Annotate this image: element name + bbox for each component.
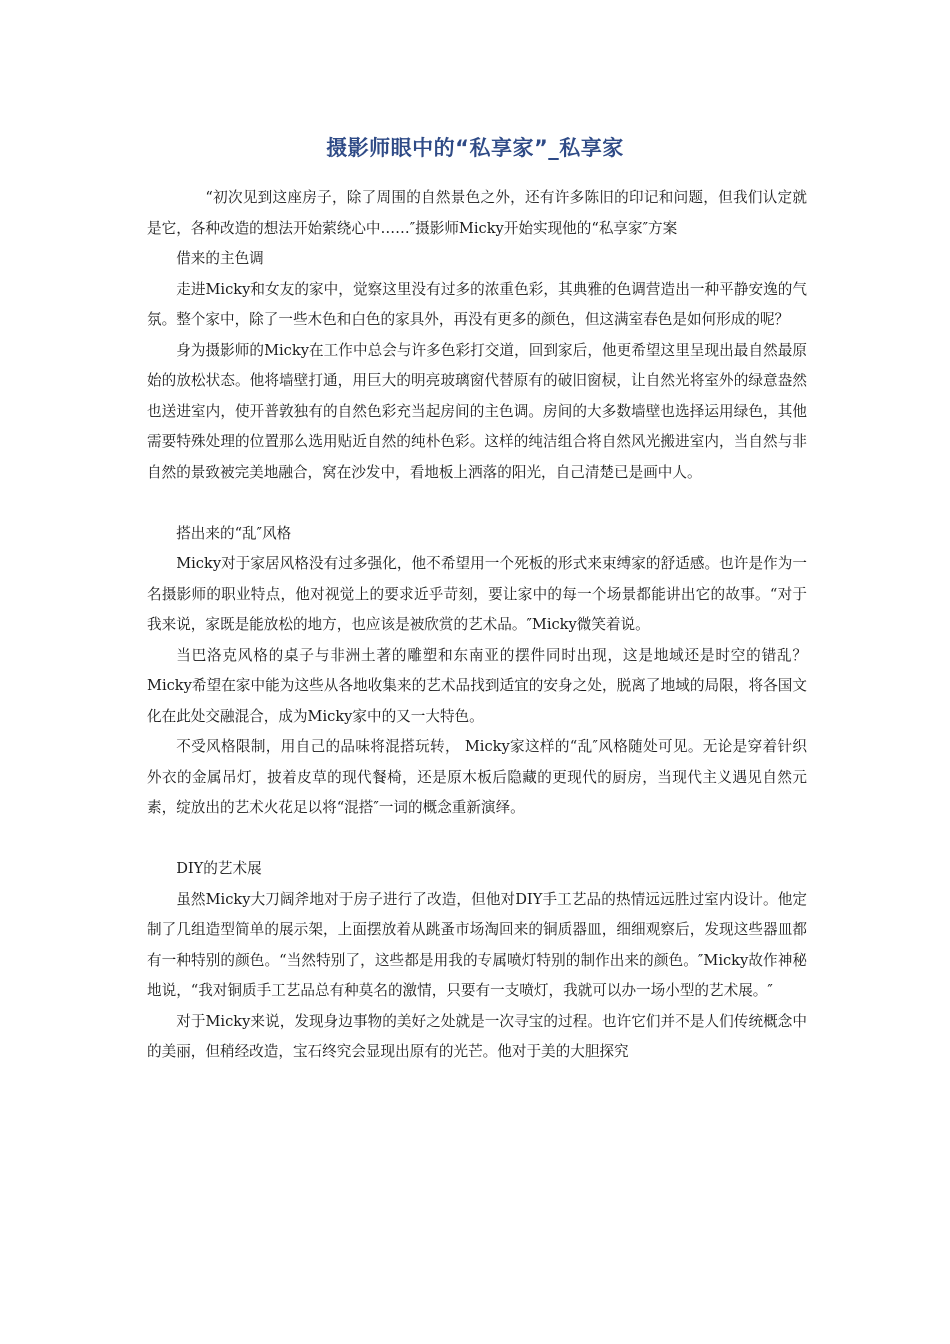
paragraph: 虽然Micky大刀阔斧地对于房子进行了改造，但他对DIY手工艺品的热情远远胜过室内设计。他定制了几组造型简单的展示架，上面摆放着从跳蚤市场淘回来的铜质器皿，细细观察后，发现这些器皿都有一种特别的颜色。“当然特别了，这些都是用我的专属喷灯特别的制作出来的颜色。″Micky故作神秘地说，“我对铜质手工艺品总有种莫名的激情，只要有一支喷灯，我就可以办一场小型的艺术展。″ bbox=[147, 890, 807, 999]
paragraph: 当巴洛克风格的桌子与非洲土著的雕塑和东南亚的摆件同时出现，这是地域还是时空的错乱？Micky希望在家中能为这些从各地收集来的艺术品找到适宜的安身之处，脱离了地域的局限，将各国文化在此处交融混合，成为Micky家中的又一大特色。 bbox=[147, 646, 807, 725]
paragraph: Micky对于家居风格没有过多强化，他不希望用一个死板的形式来束缚家的舒适感。也许是作为一名摄影师的职业特点，他对视觉上的要求近乎苛刻，要让家中的每一个场景都能讲出它的故事。“对于我来说，家既是能放松的地方，也应该是被欣赏的艺术品。″Micky微笑着说。 bbox=[147, 555, 807, 633]
paragraph-gap bbox=[147, 824, 807, 855]
section-heading-diy-exhibit: DIY的艺术展 bbox=[176, 860, 262, 877]
paragraph-gap bbox=[147, 488, 807, 519]
paragraph: 走进Micky和女友的家中，觉察这里没有过多的浓重色彩，其典雅的色调营造出一种平静安逸的气氛。整个家中，除了一些木色和白色的家具外，再没有更多的颜色，但这满室春色是如何形成的呢？ bbox=[147, 280, 807, 328]
paragraph: 对于Micky来说，发现身边事物的美好之处就是一次寻宝的过程。也许它们并不是人们传统概念中的美丽，但稍经改造，宝石终究会显现出原有的光芒。他对于美的大胆探究 bbox=[147, 1012, 807, 1060]
paragraph: 身为摄影师的Micky在工作中总会与许多色彩打交道，回到家后，他更希望这里呈现出最自然最原始的放松状态。他将墙壁打通，用巨大的明亮玻璃窗代替原有的破旧窗棂，让自然光将室外的绿意盎然也送进室内，使开普敦独有的自然色彩充当起房间的主色调。房间的大多数墙壁也选择运用绿色，其他需要特殊处理的位置那么选用贴近自然的纯朴色彩。这样的纯洁组合将自然风光搬进室内，当自然与非自然的景致被完美地融合，窝在沙发中，看地板上洒落的阳光，自己清楚已是画中人。 bbox=[147, 341, 807, 481]
section-heading-borrowed-color: 借来的主色调 bbox=[176, 250, 264, 267]
intro-paragraph: “初次见到这座房子，除了周围的自然景色之外，还有许多陈旧的印记和问题，但我们认定就是它，各种改造的想法开始萦绕心中……″摄影师Micky开始实现他的“私享家″方案 bbox=[147, 189, 807, 237]
article-body bbox=[147, 183, 807, 1068]
page-title: 摄影师眼中的“私享家”_私享家 bbox=[326, 136, 624, 160]
paragraph: 不受风格限制，用自己的品味将混搭玩转， Micky家这样的“乱″风格随处可见。无论是穿着针织外衣的金属吊灯，披着皮草的现代餐椅，还是原木板后隐藏的更现代的厨房，当现代主义遇见自然元素，绽放出的艺术火花足以将“混搭″一词的概念重新演绎。 bbox=[147, 738, 807, 816]
section-heading-mix-style: 搭出来的“乱″风格 bbox=[176, 524, 292, 542]
